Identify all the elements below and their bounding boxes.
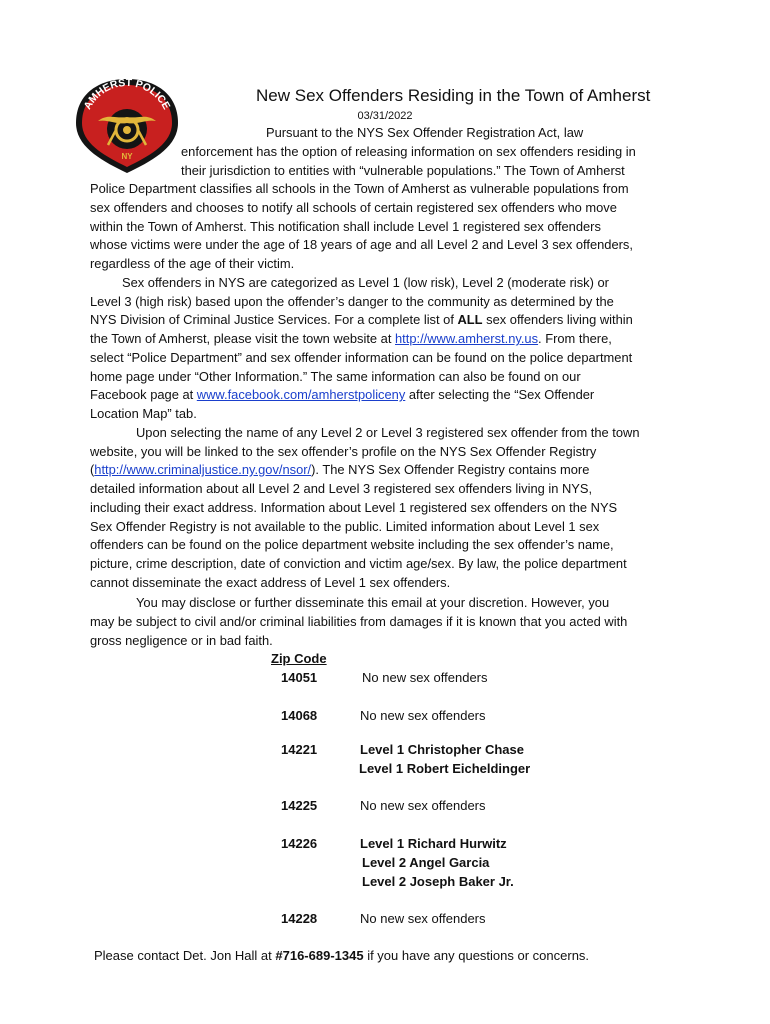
town-website-link[interactable]: http://www.amherst.ny.us: [395, 331, 539, 346]
paragraph-line: offenders can be found on the police department website including the sex offender’s name,: [90, 537, 614, 552]
paragraph-line: picture, crime description, date of conviction and victim age/sex. By law, the police department: [90, 556, 627, 571]
zip-code: 14221: [281, 742, 318, 757]
paragraph-line: whose victims were under the age of 18 years of age and all Level 2 and Level 3 sex offenders,: [90, 237, 633, 252]
paragraph-line: home page under “Other Information.” The same information can also be found on our: [90, 369, 581, 384]
offender-entry: Level 1 Christopher Chase: [360, 742, 524, 757]
paragraph-line: gross negligence or in bad faith.: [90, 633, 273, 648]
offender-status: No new sex offenders: [360, 708, 486, 723]
zip-code: 14225: [281, 798, 318, 813]
paragraph-line: Location Map” tab.: [90, 406, 197, 421]
paragraph-line: NYS Division of Criminal Justice Services. For a complete list of ALL sex offenders living within: [90, 312, 633, 327]
nsor-registry-link[interactable]: http://www.criminaljustice.ny.gov/nsor/: [94, 462, 312, 477]
paragraph-line: You may disclose or further disseminate this email at your discretion. However, you: [136, 595, 610, 610]
paragraph-line: including their exact address. Information about Level 1 registered sex offenders on the NYS: [90, 500, 618, 515]
paragraph-line: regardless of the age of their victim.: [90, 256, 295, 271]
paragraph-line: (http://www.criminaljustice.ny.gov/nsor/). The NYS Sex Offender Registry contains more: [90, 462, 590, 477]
zip-code: 14051: [281, 670, 318, 685]
offender-entry: Level 1 Robert Eicheldinger: [359, 761, 531, 776]
paragraph-line: Sex offenders in NYS are categorized as Level 1 (low risk), Level 2 (moderate risk) or: [122, 275, 609, 290]
offender-status: No new sex offenders: [362, 670, 488, 685]
paragraph-line: cannot disseminate the exact address of Level 1 sex offenders.: [90, 575, 451, 590]
paragraph-line: website, you will be linked to the sex offender’s profile on the NYS Sex Offender Registry: [90, 444, 597, 459]
paragraph-line: Pursuant to the NYS Sex Offender Registration Act, law: [266, 125, 584, 140]
zip-code-header: Zip Code: [271, 651, 327, 666]
paragraph-line: the Town of Amherst, please visit the town website at http://www.amherst.ny.us. From there,: [90, 331, 612, 346]
paragraph-line: Level 3 (high risk) based upon the offender’s danger to the community as determined by the: [90, 294, 614, 309]
badge-bottom-text: NY: [121, 152, 133, 161]
paragraph-line: sex offenders and chooses to notify all schools of certain registered sex offenders who move: [90, 200, 617, 215]
paragraph-line: within the Town of Amherst. This notification shall include Level 1 registered sex offenders: [90, 219, 601, 234]
offender-status: No new sex offenders: [360, 911, 486, 926]
paragraph-line: Upon selecting the name of any Level 2 or Level 3 registered sex offender from the town: [136, 425, 640, 440]
offender-entry: Level 2 Joseph Baker Jr.: [362, 874, 514, 889]
contact-phone: #716-689-1345: [275, 948, 364, 963]
paragraph-line: detailed information about all Level 2 and Level 3 registered sex offenders living in NYS,: [90, 481, 593, 496]
zip-code: 14226: [281, 836, 318, 851]
contact-line: Please contact Det. Jon Hall at #716-689-1345 if you have any questions or concerns.: [94, 948, 590, 963]
offender-status: No new sex offenders: [360, 798, 486, 813]
zip-code: 14228: [281, 911, 318, 926]
paragraph-line: select “Police Department” and sex offender information can be found on the police department: [90, 350, 633, 365]
facebook-page-link[interactable]: www.facebook.com/amherstpoliceny: [196, 387, 406, 402]
paragraph-line: their jurisdiction to entities with “vulnerable populations.” The Town of Amherst: [181, 163, 625, 178]
zip-code: 14068: [281, 708, 318, 723]
paragraph-line: may be subject to civil and/or criminal liabilities from damages if it is known that you acted with: [90, 614, 628, 629]
offender-entry: Level 1 Richard Hurwitz: [360, 836, 507, 851]
paragraph-line: Sex Offender Registry is not available to the public. Limited information about Level 1 sex: [90, 519, 600, 534]
report-date: 03/31/2022: [357, 110, 413, 122]
page-title: New Sex Offenders Residing in the Town of Amherst: [256, 86, 651, 105]
paragraph-line: Police Department classifies all schools in the Town of Amherst as vulnerable populations from: [90, 181, 629, 196]
badge-top-text: AMHERST POLICE: [81, 76, 173, 112]
paragraph-line: enforcement has the option of releasing information on sex offenders residing in: [181, 144, 636, 159]
amherst-police-badge-logo: [72, 75, 182, 175]
offender-entry: Level 2 Angel Garcia: [362, 855, 490, 870]
paragraph-line: Facebook page at www.facebook.com/amherstpoliceny after selecting the “Sex Offender: [90, 387, 595, 402]
